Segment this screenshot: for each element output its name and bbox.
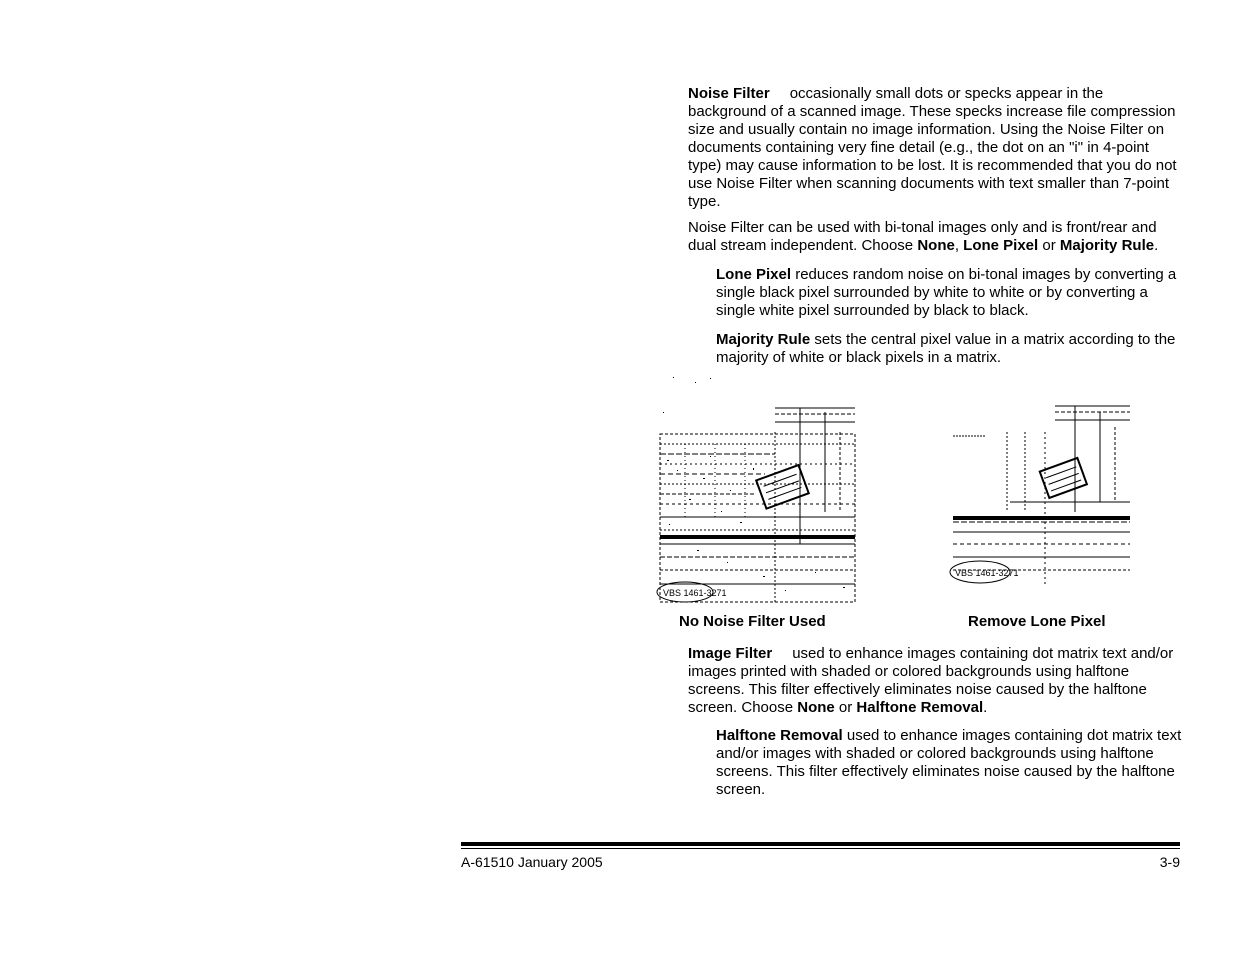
right-stamp-text: VBS 1461-3271	[955, 568, 1019, 578]
majority-rule-paragraph	[716, 331, 1183, 367]
lone-pixel-paragraph	[716, 266, 1183, 320]
noise-filter-description: occasionally small dots or specks appear in the background of a scanned image. These specks increase file compression size and usually contain no image information. Using the Noise Filter on documents containing very fine detail (e.g., the dot on an "i" in 4-point type) may cause information to be lost. It is recommended that you do not use Noise Filter when scanning documents with text smaller than 7-point type.	[688, 85, 1177, 210]
option-majority-rule: Majority Rule	[1059, 237, 1155, 254]
noise-filter-paragraph	[688, 85, 1183, 211]
noise-filter-usage	[688, 219, 1183, 255]
separator: ,	[954, 237, 964, 254]
option-halftone-removal: Halftone Removal	[856, 699, 984, 716]
noise-filter-term: Noise Filter	[688, 85, 770, 102]
noise-filter-usage-text: Noise Filter can be used with bi-tonal images only and is front/rear and dual stream independent. Choose	[688, 219, 1157, 254]
option-none: None	[917, 237, 955, 254]
option-none: None	[797, 699, 835, 716]
halftone-removal-term: Halftone Removal	[716, 727, 843, 744]
halftone-removal-description: used to enhance images containing dot matrix text and/or images with shaded or colored backgrounds using halftone screens. This filter effectively eliminates noise caused by the halftone screen.	[716, 727, 1182, 798]
separator: or	[1038, 237, 1060, 254]
right-figure-caption: Remove Lone Pixel	[968, 613, 1106, 630]
image-filter-description: used to enhance images containing dot matrix text and/or images printed with shaded or colored backgrounds using halftone screens. This filter effectively eliminates noise caused by the halftone screen. Choose	[688, 645, 1174, 716]
left-figure-caption: No Noise Filter Used	[679, 613, 826, 630]
separator: or	[834, 699, 857, 716]
majority-rule-term: Majority Rule	[716, 331, 811, 348]
majority-rule-description: sets the central pixel value in a matrix according to the majority of white or black pixels in a matrix.	[716, 331, 1176, 366]
option-lone-pixel: Lone Pixel	[963, 237, 1039, 254]
image-filter-paragraph	[688, 645, 1183, 717]
halftone-removal-paragraph	[716, 727, 1183, 799]
period: .	[983, 699, 988, 716]
lone-pixel-description: reduces random noise on bi-tonal images by converting a single black pixel surrounded by white to white or by converting a single white pixel surrounded by black to black.	[716, 266, 1177, 319]
footer-rule-thick	[461, 842, 1180, 846]
footer-doc-id: A-61510 January 2005	[461, 854, 603, 870]
period: .	[1154, 237, 1159, 254]
lone-pixel-term: Lone Pixel	[716, 266, 792, 283]
left-stamp-text: VBS 1461-3271	[663, 588, 727, 598]
image-filter-term: Image Filter	[688, 645, 773, 662]
no-noise-filter-scan-image	[655, 372, 860, 604]
remove-lone-pixel-scan-image	[945, 372, 1135, 587]
footer-rule-thin	[461, 848, 1180, 849]
footer-page-number: 3-9	[1159, 854, 1180, 870]
